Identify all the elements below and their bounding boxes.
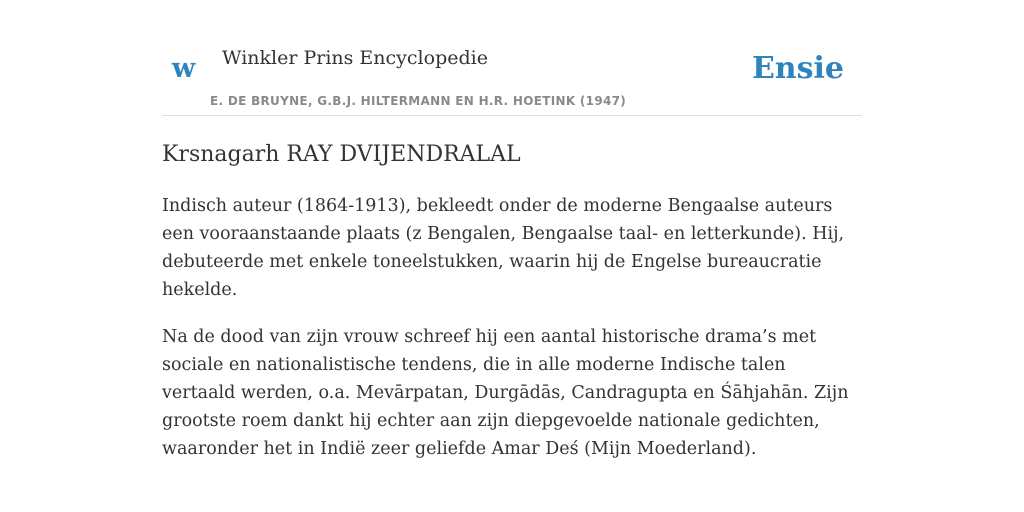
entry-paragraph: Na de dood van zijn vrouw schreef hij een aantal historische drama’s met sociale en nationalistische tendens, die in alle moderne Indische talen vertaald werden, o.a. Mevārpatan, Durgādās, Candragupta en Śāhjahān. Zijn grootste roem dankt hij echter aan zijn diepgevoelde nationale gedichten, waaronder het in Indië zeer geliefde Amar Deś (Mijn Moederland).: [162, 327, 849, 459]
entry-paragraph: Indisch auteur (1864-1913), bekleedt onder de moderne Bengaalse auteurs een vooraanstaande plaats (z Bengalen, Bengaalse taal- en letterkunde). Hij, debuteerde met enkele toneelstukken, waarin hij de Engelse bureaucratie hekelde.: [162, 196, 845, 300]
ensie-logo[interactable]: Ensie: [751, 51, 844, 86]
winkler-prins-logo-icon[interactable]: w: [172, 53, 196, 84]
source-header: [162, 40, 862, 116]
entry-title: Krsnagarh RAY DVIJENDRALAL: [162, 142, 521, 167]
source-title[interactable]: Winkler Prins Encyclopedie: [222, 47, 488, 69]
entry-body: [162, 192, 862, 482]
source-authors: E. DE BRUYNE, G.B.J. HILTERMANN EN H.R. HOETINK (1947): [210, 94, 627, 108]
